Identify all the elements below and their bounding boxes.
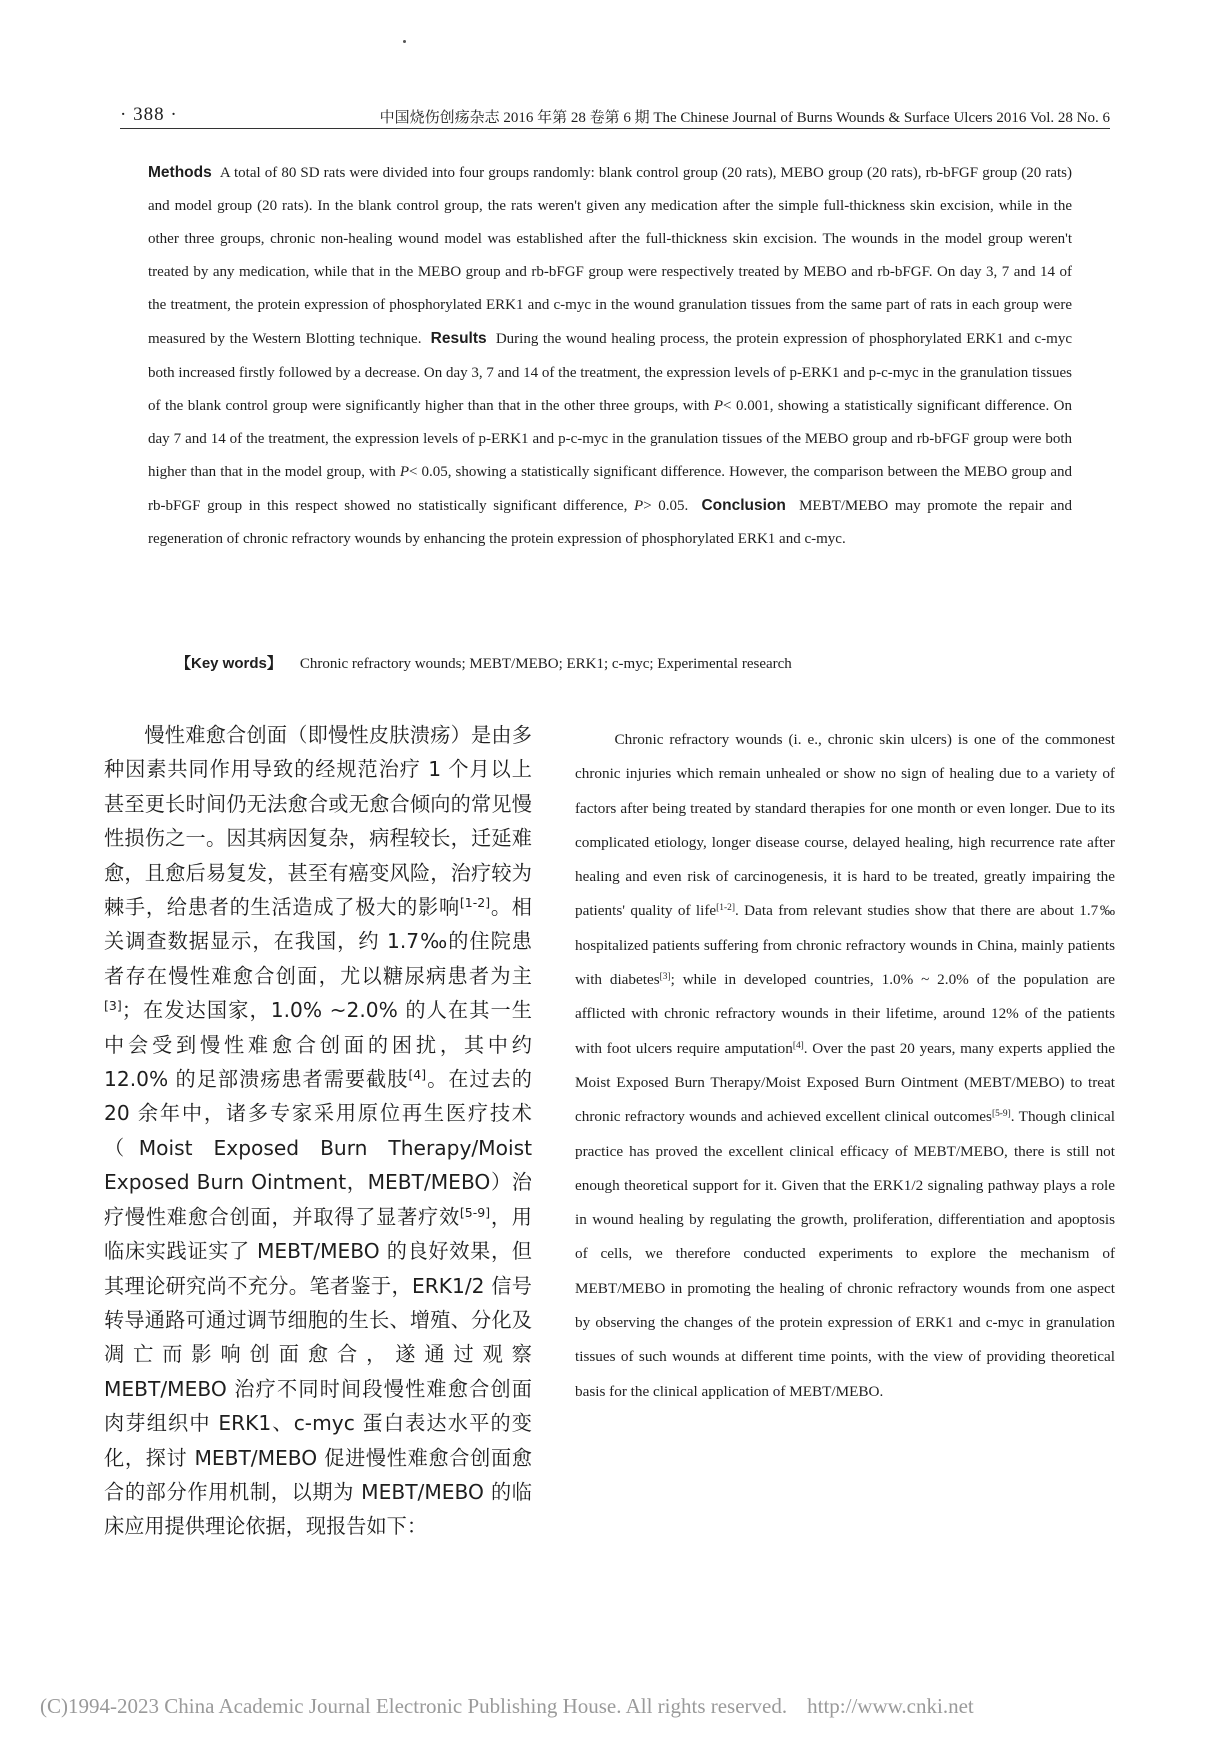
copyright-text: (C)1994-2023 China Academic Journal Electronic Publishing House. All rights reserved. <box>40 1694 788 1718</box>
cn-text: 。在过去的 20 余年中，诸多专家采用原位再生医疗技术（Moist Exposed Burn Therapy/Moist Exposed Burn Ointment，MEBT/MEBO）治疗慢性难愈合创面，并取得了显著疗效 <box>104 1067 532 1229</box>
results-text: < 0.001, showing a statistically significant difference. On day 7 and 14 of the treatment, the expression levels of p-ERK1 and p-c-myc in the granulation tissues of the MEBO group and rb-bFGF group were both higher than that in the model group, with <box>148 397 1072 480</box>
methods-text: A total of 80 SD rats were divided into four groups randomly: blank control group (20 rats), MEBO group (20 rats), rb-bFGF group (20 rats) and model group (20 rats). In the blank control group, the rats weren't given any medication after the simple full-thickness skin excision, while in the other three groups, chronic non-healing wound model was established after the full-thickness skin excision. The wounds in the model group weren't treated by any medication, while that in the MEBO group and rb-bFGF group were respectively treated by MEBO and rb-bFGF. On day 3, 7 and 14 of the treatment, the protein expression of phosphorylated ERK1 and c-myc in the wound granulation tissues from the same part of rats in each group were measured by the Western Blotting technique. <box>148 165 1073 348</box>
page-number: · 388 · <box>120 104 178 125</box>
copyright-footer <box>40 1694 1180 1719</box>
p-value-symbol: P <box>713 397 724 414</box>
conclusion-text: MEBT/MEBO may promote the repair and regeneration of chronic refractory wounds by enhancing the protein expression of phosphorylated ERK1 and c-myc. <box>148 497 1073 548</box>
results-text: During the wound healing process, the protein expression of phosphorylated ERK1 and c-myc both increased firstly followed by a decrease. On day 3, 7 and 14 of the treatment, the expression levels of p-ERK1 and p-c-myc in the granulation tissues of the blank control group were significantly higher than that in the other three groups, with <box>148 331 1073 414</box>
scan-mark <box>403 40 406 43</box>
footer-url: http://www.cnki.net <box>807 1694 974 1718</box>
p-value-symbol: P <box>634 497 644 514</box>
keywords <box>176 652 1056 673</box>
english-abstract <box>148 156 1072 556</box>
cn-text: ，用临床实践证实了 MEBT/MEBO 的良好效果，但其理论研究尚不充分。笔者鉴于，ERK1/2 信号转导通路可通过调节细胞的生长、增殖、分化及凋亡而影响创面愈合，遂通过观察 MEBT/MEBO 治疗不同时间段慢性难愈合创面肉芽组织中 ERK1、c-myc 蛋白表达水平的变化，探讨 MEBT/MEBO 促进慢性难愈合创面愈合的部分作用机制，以期为 MEBT/MEBO 的临床应用提供理论依据，现报告如下： <box>104 1204 532 1539</box>
keywords-text: Chronic refractory wounds; MEBT/MEBO; ERK1; c-myc; Experimental research <box>299 656 792 672</box>
citation: [5-9] <box>459 1204 491 1220</box>
citation: [3] <box>104 998 122 1014</box>
cn-text: 。相关调查数据显示，在我国，约 1.7‰的住院患者存在慢性难愈合创面，尤以糖尿病患者为主 <box>104 895 532 988</box>
citation: [3] <box>659 971 671 982</box>
chinese-introduction <box>104 718 532 1544</box>
abstract-paragraph <box>148 156 1072 556</box>
cn-text: ；在发达国家，1.0% ~2.0% 的人在其一生中会受到慢性难愈合创面的困扰，其中约 12.0% 的足部溃疡患者需要截肢 <box>104 998 532 1092</box>
citation: [1-2] <box>459 895 491 911</box>
p-value-symbol: P <box>399 463 409 480</box>
en-text: . Though clinical practice has proved the excellent clinical efficacy of MEBT/MEBO, there is still not enough theoretical support for it. Given that the ERK1/2 signaling pathway plays a role in wound healing by regulating the growth, proliferation, differentiation and apoptosis of cells, we therefore conducted experiments to explore the mechanism of MEBT/MEBO in promoting the healing of chronic refractory wounds from one aspect by observing the changes of the protein expression of ERK1 and c-myc in granulation tissues of such wounds at different time points, with the view of providing theoretical basis for the clinical application of MEBT/MEBO. <box>575 1108 1115 1400</box>
journal-title: 中国烧伤创疡杂志 2016 年第 28 卷第 6 期 The Chinese Journal of Burns Wounds & Surface Ulcers 2016 Vol. 28 No. 6 <box>379 110 1110 126</box>
keywords-label: 【Key words】 <box>176 655 282 672</box>
en-text: . Over the past 20 years, many experts applied the Moist Exposed Burn Therapy/Moist Exposed Burn Ointment (MEBT/MEBO) to treat chronic refractory wounds and achieved excellent clinical outcomes <box>575 1039 1116 1126</box>
citation: [4] <box>792 1040 804 1051</box>
results-text: > 0.05. <box>643 497 689 514</box>
conclusion-label: Conclusion <box>701 496 786 514</box>
methods-label: Methods <box>148 164 212 181</box>
en-text: . Data from relevant studies show that there are about 1.7‰ hospitalized patients suffering from chronic refractory wounds in China, mainly patients with diabetes <box>575 902 1116 989</box>
citation: [1-2] <box>716 903 735 914</box>
citation: [4] <box>408 1067 427 1083</box>
en-text: Chronic refractory wounds (i. e., chronic skin ulcers) is one of the commonest chronic injuries which remain unhealed or show no sign of healing due to a variety of factors after being treated by standard therapies for one month or even longer. Due to its complicated etiology, longer disease course, delayed healing, high recurrence rate after healing and even risk of carcinogenesis, it is hard to be treated, greatly impairing the patients' quality of life <box>575 731 1115 920</box>
running-header <box>120 98 1110 129</box>
cn-text: 慢性难愈合创面（即慢性皮肤溃疡）是由多种因素共同作用导致的经规范治疗 1 个月以上甚至更长时间仍无法愈合或无愈合倾向的常见慢性损伤之一。因其病因复杂，病程较长，迁延难愈，且愈后易复发，甚至有癌变风险，治疗较为棘手，给患者的生活造成了极大的影响 <box>104 723 532 920</box>
results-label: Results <box>430 330 487 348</box>
en-text: ; while in developed countries, 1.0% ~ 2.0% of the population are afflicted with chronic refractory wounds in their lifetime, around 12% of the patients with foot ulcers require amputation <box>575 971 1115 1057</box>
citation: [5-9] <box>991 1109 1011 1120</box>
results-text: < 0.05, showing a statistically significant difference. However, the comparison between the MEBO group and rb-bFGF group in this respect showed no statistically significant difference, <box>148 463 1073 514</box>
english-introduction <box>575 723 1115 1409</box>
